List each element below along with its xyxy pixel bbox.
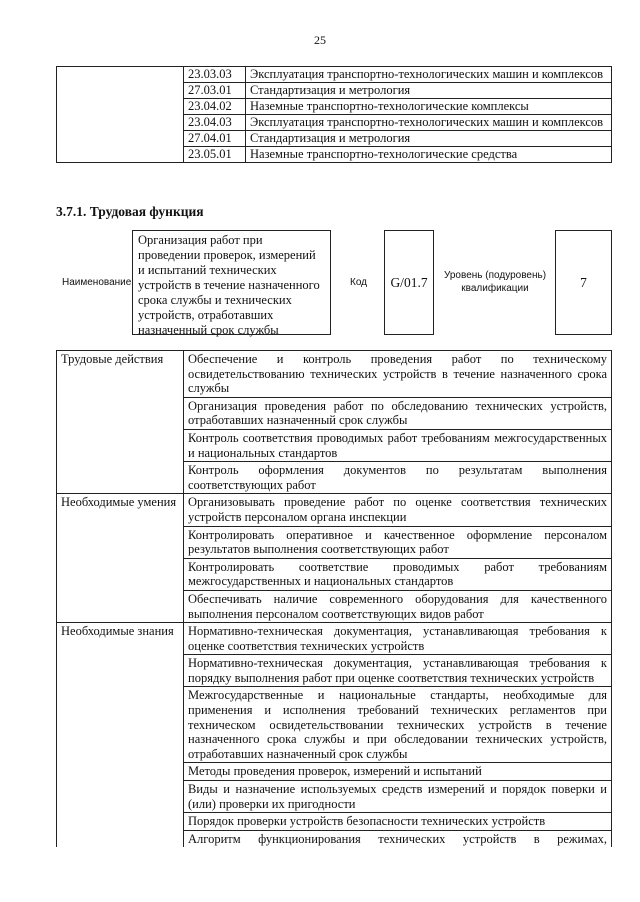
specialty-name: Эксплуатация транспортно-технологических машин и комплексов — [246, 67, 612, 83]
empty-cell — [57, 67, 184, 163]
skill-item: Организовывать проведение работ по оценке соответствия технических устройств персоналом органа инспекции — [184, 494, 612, 526]
labor-action-item: Контроль соответствия проводимых работ требованиям межгосударственных и национальных стандартов — [184, 429, 612, 461]
labor-action-item: Организация проведения работ по обследованию технических устройств, отработавших назначенный срок службы — [184, 397, 612, 429]
page-number: 25 — [314, 33, 326, 47]
specialty-code: 23.03.03 — [184, 67, 246, 83]
knowledge-label: Необходимые знания — [57, 623, 184, 848]
knowledge-item: Виды и назначение используемых средств измерений и порядок поверки и (или) проверки их пригодности — [184, 781, 612, 813]
specialty-code: 23.04.02 — [184, 99, 246, 115]
specialty-name: Наземные транспортно-технологические комплексы — [246, 99, 612, 115]
table-row — [57, 67, 612, 83]
specialty-code: 27.03.01 — [184, 83, 246, 99]
specialty-code: 23.05.01 — [184, 147, 246, 163]
labor-action-item: Обеспечение и контроль проведения работ по техническому освидетельствованию технических устройств в течение назначенного срока службы — [184, 351, 612, 398]
name-label: Наименование — [62, 277, 132, 288]
specialty-name: Эксплуатация транспортно-технологических машин и комплексов — [246, 115, 612, 131]
function-details-table — [56, 350, 612, 847]
level-label: Уровень (подуровень) квалификации — [443, 270, 547, 294]
specialty-name: Наземные транспортно-технологические средства — [246, 147, 612, 163]
table-row — [57, 351, 612, 398]
specialty-table — [56, 66, 612, 163]
specialty-name: Стандартизация и метрология — [246, 83, 612, 99]
skill-item: Контролировать оперативное и качественное оформление персоналом результатов выполнения соответствующих работ — [184, 526, 612, 558]
section-title: 3.7.1. Трудовая функция — [56, 204, 204, 219]
knowledge-item: Межгосударственные и национальные стандарты, необходимые для применения и исполнения требований технических регламентов при техническом освидетельствовании технических устройств в течение назначенного срока службы и при обследовании технических устройств, отработавших назначенный срок службы — [184, 687, 612, 763]
labor-action-item: Контроль оформления документов по результатам выполнения соответствующих работ — [184, 462, 612, 494]
knowledge-item: Порядок проверки устройств безопасности технических устройств — [184, 813, 612, 831]
specialty-code: 23.04.03 — [184, 115, 246, 131]
knowledge-item: Нормативно-техническая документация, устанавливающая требования к порядку выполнения работ при оценке соответствия технических устройств — [184, 655, 612, 687]
function-name-box: Организация работ при проведении проверок, измерений и испытаний технических устройств в течение назначенного срока службы и технических устройств, отработавших назначенный срок службы — [132, 230, 331, 335]
knowledge-item: Методы проведения проверок, измерений и испытаний — [184, 763, 612, 781]
level-box: 7 — [555, 230, 612, 335]
skills-label: Необходимые умения — [57, 494, 184, 623]
labor-actions-label: Трудовые действия — [57, 351, 184, 494]
specialty-code: 27.04.01 — [184, 131, 246, 147]
knowledge-item: Нормативно-техническая документация, устанавливающая требования к оценке соответствия технических устройств — [184, 623, 612, 655]
function-code-box: G/01.7 — [384, 230, 434, 335]
table-row — [57, 623, 612, 655]
table-row — [57, 494, 612, 526]
knowledge-item: Алгоритм функционирования технических устройств в режимах, — [184, 830, 612, 847]
skill-item: Контролировать соответствие проводимых работ требованиям межгосударственных и национальных стандартов — [184, 558, 612, 590]
skill-item: Обеспечивать наличие современного оборудования для качественного выполнения персоналом соответствующих видов работ — [184, 590, 612, 622]
code-label: Код — [350, 277, 368, 288]
specialty-name: Стандартизация и метрология — [246, 131, 612, 147]
